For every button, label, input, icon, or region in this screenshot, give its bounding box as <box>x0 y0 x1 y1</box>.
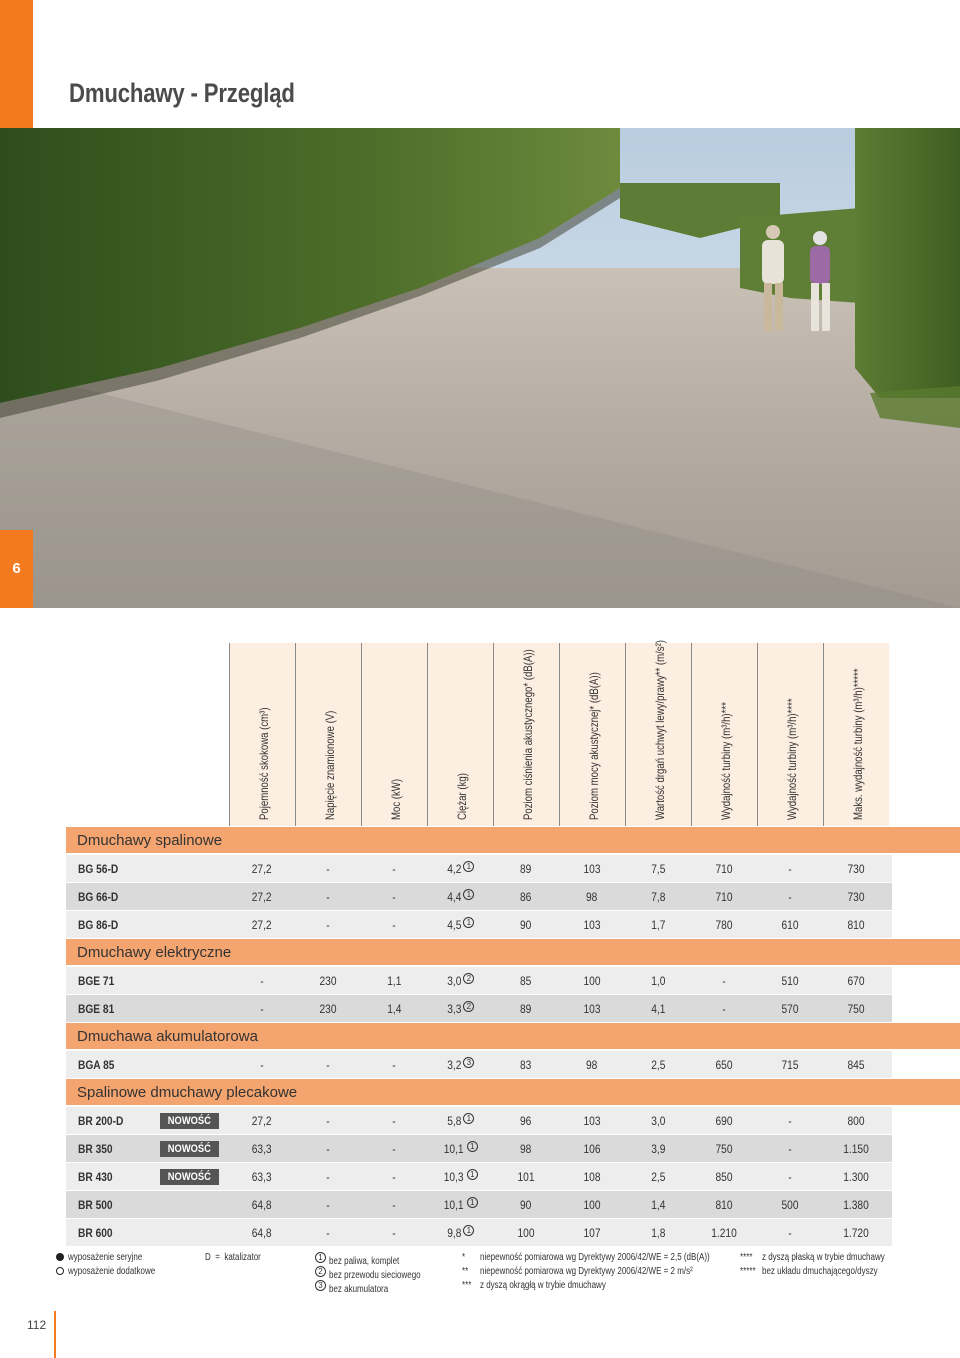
table-cell: 3,0 2 <box>427 967 493 994</box>
table-cell: 3,9 <box>650 1142 666 1156</box>
model-name: BGA 85 <box>78 1058 115 1072</box>
note-marker: 1 <box>463 1113 474 1124</box>
table-cell: - <box>392 1170 396 1184</box>
note-marker: 2 <box>463 973 474 984</box>
table-row <box>66 1191 892 1218</box>
table-cell: 750 <box>715 1142 733 1156</box>
note-1: 1 bez paliwa, komplet <box>314 1252 417 1267</box>
table-cell: 1,4 <box>650 1198 666 1212</box>
table-cell: 4,2 1 <box>427 855 493 882</box>
column-header: Wydajność turbiny (m³/h)*** <box>691 643 757 826</box>
star-note-5: ***** bez układu dmuchającego/dyszy <box>740 1266 878 1277</box>
table-cell: - <box>326 1058 330 1072</box>
column-header: Maks. wydajność turbiny (m³/h)***** <box>823 643 889 826</box>
table-cell: - <box>260 1058 264 1072</box>
column-header: Poziom ciśnienia akustycznego* (dB(A)) <box>493 643 559 826</box>
table-cell: 101 <box>517 1170 535 1184</box>
model-name: BG 86-D <box>78 918 119 932</box>
model-name: BR 350 <box>78 1142 113 1156</box>
note-marker: 1 <box>463 889 474 900</box>
column-header: Moc (kW) <box>361 643 427 826</box>
table-cell: - <box>788 1170 792 1184</box>
table-cell: 86 <box>520 890 532 904</box>
table-cell: 510 <box>781 974 799 988</box>
table-cell: 7,8 <box>650 890 666 904</box>
table-cell: 10,3 1 <box>427 1163 493 1190</box>
table-cell: - <box>392 1058 396 1072</box>
table-cell: 500 <box>781 1198 799 1212</box>
table-cell: 670 <box>847 974 865 988</box>
table-cell: - <box>326 862 330 876</box>
note-marker: 1 <box>463 917 474 928</box>
table-cell: 98 <box>586 1058 598 1072</box>
table-cell: 10,1 1 <box>427 1191 493 1218</box>
table-cell: - <box>326 1114 330 1128</box>
table-cell: 1,4 <box>386 1002 402 1016</box>
table-cell: 96 <box>520 1114 532 1128</box>
table-cell: - <box>260 974 264 988</box>
table-cell: - <box>326 1226 330 1240</box>
table-cell: 89 <box>520 1002 532 1016</box>
accent-strip <box>0 0 33 128</box>
table-cell: - <box>788 862 792 876</box>
table-cell: 650 <box>715 1058 733 1072</box>
table-cell: 98 <box>520 1142 532 1156</box>
open-dot-icon <box>56 1267 64 1275</box>
table-cell: - <box>392 1114 396 1128</box>
table-cell: 10,1 1 <box>427 1135 493 1162</box>
table-row <box>66 1135 892 1162</box>
table-cell: 3,0 <box>650 1114 666 1128</box>
table-cell: 90 <box>520 918 532 932</box>
filled-dot-icon <box>56 1253 64 1261</box>
table-cell: 570 <box>781 1002 799 1016</box>
table-cell: 1.300 <box>843 1170 869 1184</box>
table-cell: 4,5 1 <box>427 911 493 938</box>
new-badge: NOWOŚĆ <box>160 1113 219 1129</box>
table-row <box>66 967 892 994</box>
table-cell: - <box>788 890 792 904</box>
note-marker: 2 <box>463 1001 474 1012</box>
table-row <box>66 1163 892 1190</box>
table-cell: - <box>788 1114 792 1128</box>
table-cell: 83 <box>520 1058 532 1072</box>
table-cell: 710 <box>715 890 733 904</box>
table-cell: - <box>392 1142 396 1156</box>
page-number-bar <box>54 1311 56 1358</box>
model-name: BR 200-D <box>78 1114 124 1128</box>
table-row <box>66 1107 892 1134</box>
table-cell: 27,2 <box>252 890 272 904</box>
table-cell: 106 <box>583 1142 601 1156</box>
table-cell: 103 <box>583 1114 601 1128</box>
table-cell: 750 <box>847 1002 865 1016</box>
table-cell: 1,0 <box>650 974 666 988</box>
model-name: BR 500 <box>78 1198 113 1212</box>
table-cell: - <box>722 1002 726 1016</box>
column-header: Pojemność skokowa (cm³) <box>229 643 295 826</box>
legend-optional: wyposażenie dodatkowe <box>56 1266 177 1277</box>
table-cell: 715 <box>781 1058 799 1072</box>
table-cell: 1,8 <box>650 1226 666 1240</box>
table-cell: 90 <box>520 1198 532 1212</box>
table-cell: - <box>392 918 396 932</box>
table-cell: - <box>788 1226 792 1240</box>
section-header: Spalinowe dmuchawy plecakowe <box>66 1079 960 1105</box>
table-cell: 1.150 <box>843 1142 869 1156</box>
star-note-2: ** niepewność pomiarowa wg Dyrektywy 2006/42/WE = 2 m/s² <box>462 1266 693 1277</box>
column-header: Ciężar (kg) <box>427 643 493 826</box>
table-cell: 98 <box>586 890 598 904</box>
table-cell: 1.380 <box>843 1198 869 1212</box>
table-cell: - <box>326 1170 330 1184</box>
page-title: Dmuchawy - Przegląd <box>69 78 295 108</box>
table-cell: - <box>326 1198 330 1212</box>
legend-d: D = katalizator <box>205 1252 261 1263</box>
table-cell: 810 <box>715 1198 733 1212</box>
model-name: BR 430 <box>78 1170 113 1184</box>
note-marker: 1 <box>467 1169 478 1180</box>
table-cell: 100 <box>583 1198 601 1212</box>
table-row <box>66 883 892 910</box>
table-cell: 4,4 1 <box>427 883 493 910</box>
table-cell: 2,5 <box>650 1170 666 1184</box>
table-cell: 63,3 <box>252 1170 272 1184</box>
column-header: Poziom mocy akustycznej* (dB(A)) <box>559 643 625 826</box>
note-marker: 1 <box>467 1141 478 1152</box>
table-cell: 800 <box>847 1114 865 1128</box>
table-row <box>66 911 892 938</box>
note-marker: 3 <box>463 1057 474 1068</box>
model-name: BG 66-D <box>78 890 119 904</box>
table-cell: - <box>392 862 396 876</box>
model-name: BR 600 <box>78 1226 113 1240</box>
legend-standard: wyposażenie seryjne <box>56 1252 161 1263</box>
column-header: Wartość drgań uchwyt lewy/prawy** (m/s²) <box>625 643 691 826</box>
table-cell: 100 <box>517 1226 535 1240</box>
table-cell: 4,1 <box>650 1002 666 1016</box>
table-row <box>66 995 892 1022</box>
note-marker: 1 <box>467 1197 478 1208</box>
table-cell: 103 <box>583 1002 601 1016</box>
table-cell: 850 <box>715 1170 733 1184</box>
note-2: 2 bez przewodu sieciowego <box>314 1266 443 1281</box>
table-cell: - <box>722 974 726 988</box>
table-cell: 2,5 <box>650 1058 666 1072</box>
note-3: 3 bez akumulatora <box>314 1280 403 1295</box>
table-row <box>66 855 892 882</box>
table-cell: 3,3 2 <box>427 995 493 1022</box>
note-marker: 1 <box>463 1225 474 1236</box>
table-cell: 3,2 3 <box>427 1051 493 1078</box>
table-cell: 230 <box>319 974 337 988</box>
table-cell: 103 <box>583 918 601 932</box>
table-cell: 27,2 <box>252 918 272 932</box>
table-cell: 108 <box>583 1170 601 1184</box>
table-cell: 710 <box>715 862 733 876</box>
column-header: Napięcie znamionowe (V) <box>295 643 361 826</box>
table-cell: 1,1 <box>386 974 402 988</box>
model-name: BG 56-D <box>78 862 119 876</box>
star-note-4: **** z dyszą płaską w trybie dmuchawy <box>740 1252 885 1263</box>
new-badge: NOWOŚĆ <box>160 1141 219 1157</box>
table-cell: 780 <box>715 918 733 932</box>
table-cell: 1.720 <box>843 1226 869 1240</box>
column-header: Wydajność turbiny (m³/h)**** <box>757 643 823 826</box>
table-row <box>66 1051 892 1078</box>
table-cell: 7,5 <box>650 862 666 876</box>
table-cell: 63,3 <box>252 1142 272 1156</box>
model-name: BGE 71 <box>78 974 115 988</box>
table-cell: 610 <box>781 918 799 932</box>
table-row <box>66 1219 892 1246</box>
table-cell: 103 <box>583 862 601 876</box>
table-cell: 9,8 1 <box>427 1219 493 1246</box>
table-cell: - <box>392 890 396 904</box>
table-cell: 845 <box>847 1058 865 1072</box>
table-cell: 230 <box>319 1002 337 1016</box>
table-cell: 85 <box>520 974 532 988</box>
table-cell: 64,8 <box>252 1198 272 1212</box>
section-header: Dmuchawy spalinowe <box>66 827 960 853</box>
table-cell: 27,2 <box>252 862 272 876</box>
table-cell: 690 <box>715 1114 733 1128</box>
table-cell: 107 <box>583 1226 601 1240</box>
table-cell: - <box>326 918 330 932</box>
table-cell: 5,8 1 <box>427 1107 493 1134</box>
model-name: BGE 81 <box>78 1002 115 1016</box>
table-cell: 810 <box>847 918 865 932</box>
table-cell: 730 <box>847 862 865 876</box>
table-cell: - <box>788 1142 792 1156</box>
table-cell: 730 <box>847 890 865 904</box>
table-cell: - <box>326 890 330 904</box>
section-header: Dmuchawa akumulatorowa <box>66 1023 960 1049</box>
page-header <box>0 0 960 128</box>
page-number: 112 <box>27 1318 47 1332</box>
table-cell: 1,7 <box>650 918 666 932</box>
new-badge: NOWOŚĆ <box>160 1169 219 1185</box>
table-cell: 1.210 <box>711 1226 737 1240</box>
table-cell: - <box>392 1198 396 1212</box>
table-cell: - <box>326 1142 330 1156</box>
table-cell: - <box>260 1002 264 1016</box>
star-note-1: * niepewność pomiarowa wg Dyrektywy 2006/42/WE = 2,5 (dB(A)) <box>462 1252 710 1263</box>
table-cell: - <box>392 1226 396 1240</box>
table-cell: 89 <box>520 862 532 876</box>
chapter-tab: 6 <box>0 530 33 608</box>
note-marker: 1 <box>463 861 474 872</box>
table-cell: 27,2 <box>252 1114 272 1128</box>
section-header: Dmuchawy elektryczne <box>66 939 960 965</box>
table-cell: 64,8 <box>252 1226 272 1240</box>
table-cell: 100 <box>583 974 601 988</box>
garden-photo <box>0 128 960 608</box>
star-note-3: *** z dyszą okrągłą w trybie dmuchawy <box>462 1280 606 1291</box>
